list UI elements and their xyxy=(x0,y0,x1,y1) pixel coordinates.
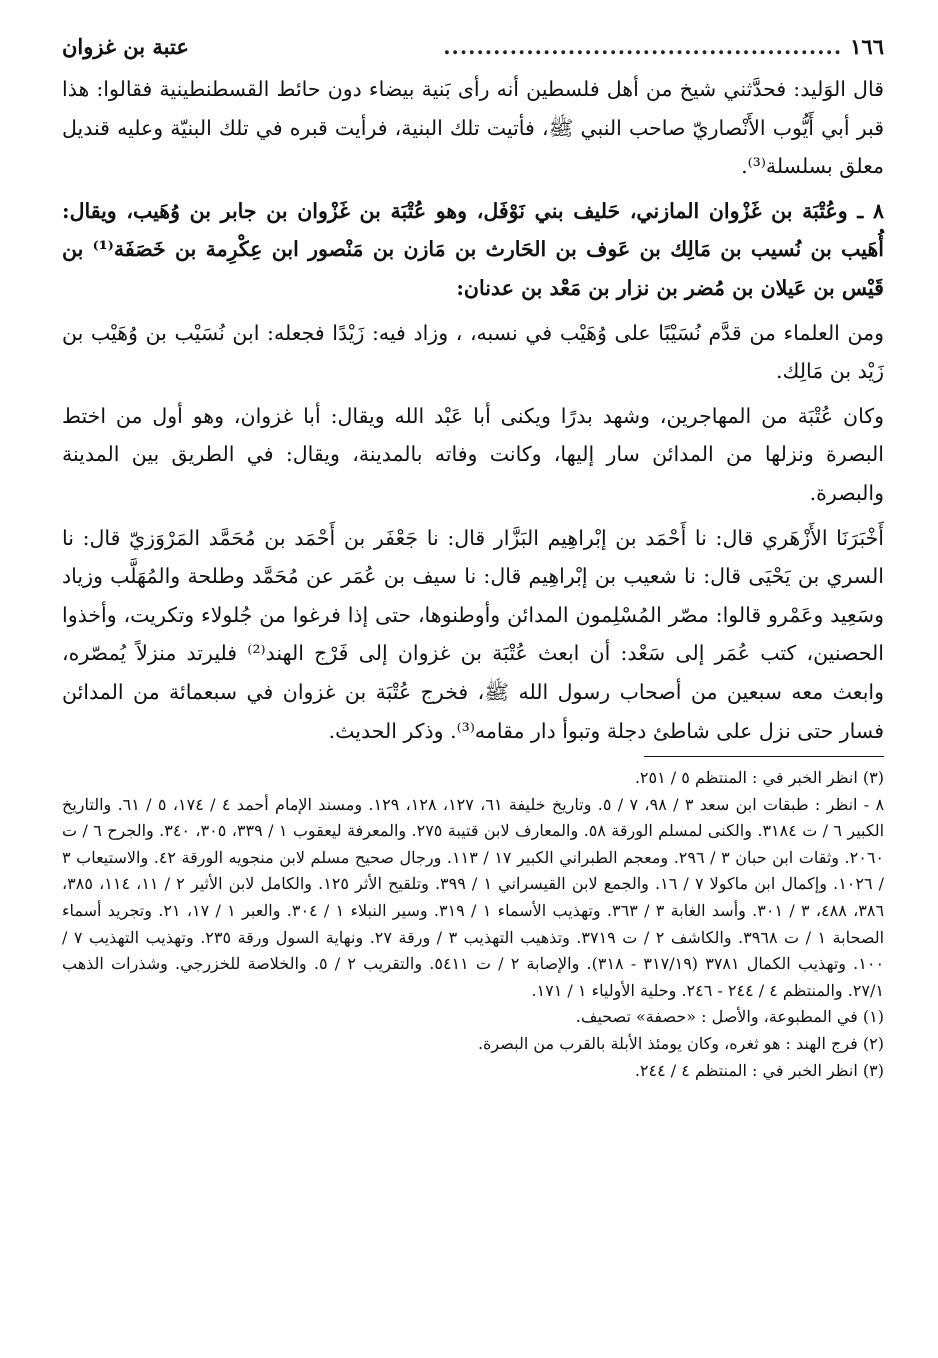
paragraph-1: قال الوَليد: فحدَّثني شيخ من أهل فلسطين أنه رأى بَنية بيضاء دون حائط القسطنطينية فقالوا: هذا قبر أبي أَيُّوب الأَنْصاريّ صاحب النبي ﷺ، فأتيت تلك البنية، فرأيت قبره في تلك البنيّة وعليه قنديل معلق بسلسلة⁽³⁾. xyxy=(62,77,884,179)
paragraph-3: ومن العلماء من قدَّم نُسَيْبًا على وُهَيْب في نسبه، ، وزاد فيه: زَيْدًا فجعله: ابن نُسَيْب بن وُهَيْب بن زَيْد بن مَالِك. xyxy=(62,320,884,384)
footnote-3: (٢) فرج الهند : هو ثغره، وكان يومئذ الأبلة بالقرب من البصرة. xyxy=(477,1034,884,1054)
running-header xyxy=(62,28,884,66)
footnote-2: (١) في المطبوعة، والأصل : «حصفة» تصحيف. xyxy=(575,1007,884,1027)
footnote-sources: ٨ - انظر : طبقات ابن سعد ٣ / ٩٨، ٧ / ٥. وتاريخ خليفة ٦١، ١٢٧، ١٢٨، ١٢٩. ومسند الإمام أحمد ٤ / ١٧٤، ٥ / ٦١. والتاريخ الكبير ٦ / ت ٣١٨٤. والكنى لمسلم الورقة ٥٨. والمعارف لابن قتيبة ٢٧٥. والمعرفة ليعقوب ١ / ٣٣٩، ٣٠٥، ٣٤٠. والجرح ٦ / ت ٢٠٦٠. وثقات ابن حبان ٣ / ٢٩٦. ومعجم الطبراني الكبير ١٧ / ١١٣. ورجال صحيح مسلم لابن منجويه الورقة ٤٢. والاستيعاب ٣ / ١٠٢٦. وإكمال ابن ماكولا ٧ / ١٦. والجمع لابن القيسراني ١ / ٣٩٩. وتلقيح الأثر ١٢٥. والكامل لابن الأثير ٢ / ١١، ١١٤، ٣٨٥، ٣٨٦، ٤٨٨، ٣ / ٣٠١. وأسد الغابة ٣ / ٣٦٣. وتهذيب الأسماء ١ / ٣١٩. وسير النبلاء ١ / ٣٠٤. والعبر ١ / ١٧، ٢١. وتجريد أسماء الصحابة ١ / ت ٣٩٦٨. والكاشف ٢ / ت ٣٧١٩. وتذهيب التهذيب ٣ / ورقة ٢٧. ونهاية السول ورقة ٢٣٥. وتهذيب التهذيب ٧ / ١٠٠. وتهذيب الكمال ٣٧٨١ (٣١٧/١٩ - ٣١٨). والإصابة ٢ / ت ٥٤١١. والتقريب ٢ / ٥. والخلاصة للخزرجي. وشذرات الذهب ٢٧/١. والمنتظم ٤ / ٢٤٤ - ٢٤٦. وحلية الأولياء ١ / ١٧١. xyxy=(62,794,885,1000)
paragraph-4: وكان عُتْبَة من المهاجرين، وشهد بدرًا ويكنى أبا عَبْد الله ويقال: أبا غزوان، وهو أول من اختط البصرة ونزلها من المدائن سار إليها، وكانت وفاته بالمدينة، ويقال: في الطريق بين المدينة والبصرة. xyxy=(62,403,884,505)
document-page xyxy=(62,28,884,1084)
footnote-1: (٣) انظر الخبر في : المنتظم ٥ / ٢٥١. xyxy=(634,768,884,788)
running-title: عتبة بن غزوان xyxy=(62,34,189,59)
entry-heading-paragraph: ٨ ـ وعُتْبَة بن غَزْوان المازني، حَليف بني نَوْفَل، وهو عُتْبَة بن غَزْوان بن جابر بن وُهَيب، ويقال: أُهَيب بن نُسيب بن مَالِك بن عَوف بن الحَارث بن مَازن بن مَنْصور ابن عِكْرِمة بن خَصَفَة⁽¹⁾ بن قَيْس بن عَيلان بن مُضر بن نزار بن مَعْد بن عدنان: xyxy=(62,198,884,300)
header-leader-dots: ................................................ xyxy=(443,34,843,59)
page-number: ١٦٦ xyxy=(850,34,884,59)
footnote-separator xyxy=(644,756,884,757)
main-text xyxy=(62,70,884,750)
footnote-4: (٣) انظر الخبر في : المنتظم ٤ / ٢٤٤. xyxy=(634,1060,884,1080)
footnotes xyxy=(62,765,884,1084)
paragraph-5: أَخْبَرَنَا الأَزْهَري قال: نا أَحْمَد بن إبْراهِيم البَزَّار قال: نا جَعْفَر بن أَحْمَد بن مُحَمَّد المَرْوَزيّ قال: نا السري بن يَحْيَى قال: نا شعيب بن إبْراهِيم قال: نا سيف بن عُمَر عن مُحَمَّد وطلحة والمُهَلَّب وزياد وسَعِيد وعَمْرو قالوا: مصّر المُسْلِمون المدائن وأوطنوها، حتى إذا فرغوا من جُلولاء وتكريت، وأخذوا الحصنين، كتب عُمَر إلى سَعْد: أن ابعث عُتْبَة بن غزوان إلى فَرْج الهند⁽²⁾ فليرتد منزلاً يُمصّره، وابعث معه سبعين من أصحاب رسول الله ﷺ، فخرج عُتْبَة بن غزوان في سبعمائة من المدائن فسار حتى نزل على شاطئ دجلة وتبوأ دار مقامه⁽³⁾. وذكر الحديث. xyxy=(62,525,884,743)
